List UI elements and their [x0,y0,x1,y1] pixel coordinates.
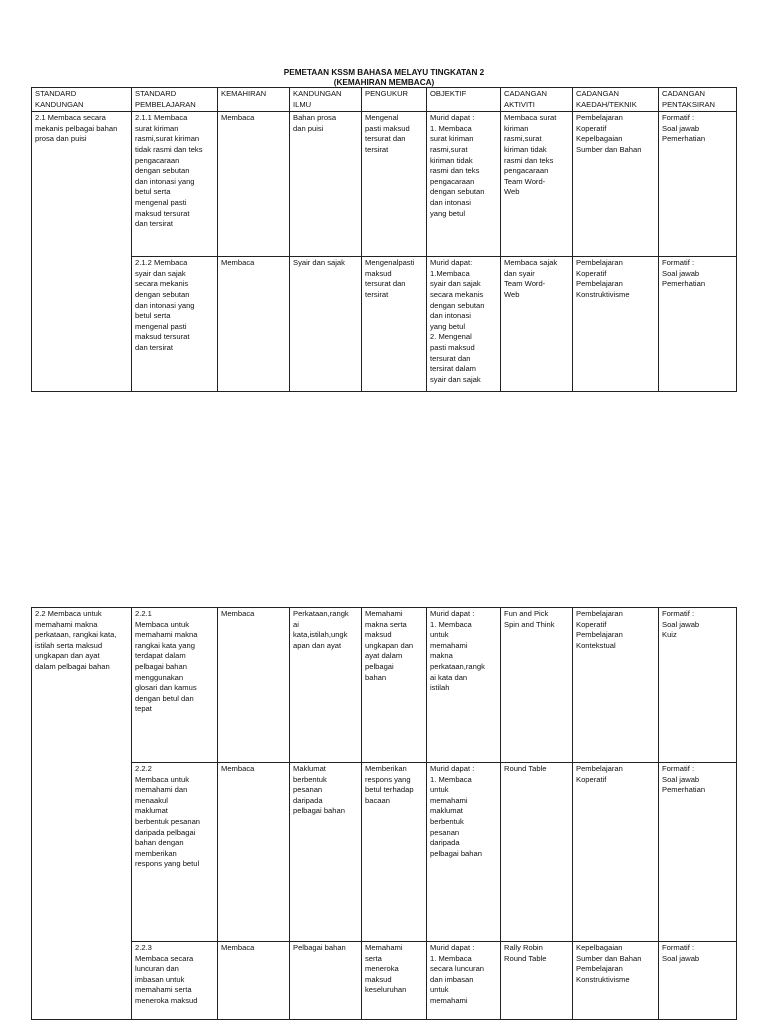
mapping-table-2 [31,607,737,1020]
cadangan-aktiviti-cell: Rally Robin Round Table [501,942,573,1020]
document-title-line2: (KEMAHIRAN MEMBACA) [333,78,435,87]
standard-pembelajaran-cell: 2.2.1 Membaca untuk memahami makna rangkai kata yang terdapat dalam pelbagai bahan menggunakan glosari dan kamus dengan betul dan tepat [132,608,218,763]
cadangan-aktiviti-cell: Membaca sajak dan syair Team Word- Web [501,257,573,392]
header-cadangan-pentaksiran: CADANGAN PENTAKSIRAN [659,88,737,112]
objektif-cell: Murid dapat : 1. Membaca surat kiriman rasmi,surat kiriman tidak rasmi dan teks pengacaraan dengan sebutan dan intonasi yang betul [427,112,501,257]
table-header-row [32,88,737,112]
table-row [32,257,737,392]
kandungan-ilmu-cell: Pelbagai bahan [290,942,362,1020]
kandungan-ilmu-cell: Perkataan,rangk ai kata,istilah,ungk apan dan ayat [290,608,362,763]
kemahiran-cell: Membaca [218,257,290,392]
cadangan-pentaksiran-cell: Formatif : Soal jawab Pemerhatian [659,763,737,942]
kemahiran-cell: Membaca [218,942,290,1020]
header-standard-pembelajaran: STANDARD PEMBELAJARAN [132,88,218,112]
kemahiran-cell: Membaca [218,763,290,942]
table-row [32,608,737,763]
table-row [32,942,737,1020]
header-cadangan-kaedah: CADANGAN KAEDAH/TEKNIK [573,88,659,112]
pengukur-cell: Mengenalpasti maksud tersurat dan tersirat [362,257,427,392]
cadangan-aktiviti-cell: Membaca surat kiriman rasmi,surat kiriman tidak rasmi dan teks pengacaraan Team Word- Web [501,112,573,257]
table-row [32,763,737,942]
kandungan-ilmu-cell: Syair dan sajak [290,257,362,392]
cadangan-kaedah-cell: Kepelbagaian Sumber dan Bahan Pembelajaran Konstruktivisme [573,942,659,1020]
kemahiran-cell: Membaca [218,608,290,763]
cadangan-aktiviti-cell: Fun and Pick Spin and Think [501,608,573,763]
objektif-cell: Murid dapat : 1. Membaca untuk memahami maklumat berbentuk pesanan daripada pelbagai bahan [427,763,501,942]
header-pengukur: PENGUKUR [362,88,427,112]
objektif-cell: Murid dapat: 1.Membaca syair dan sajak secara mekanis dengan sebutan dan intonasi yang betul 2. Mengenal pasti maksud tersurat dan tersirat dalam syair dan sajak [427,257,501,392]
mapping-table-1 [31,87,737,392]
objektif-cell: Murid dapat : 1. Membaca secara luncuran dan imbasan untuk memahami [427,942,501,1020]
pengukur-cell: Mengenal pasti maksud tersurat dan tersirat [362,112,427,257]
kemahiran-cell: Membaca [218,112,290,257]
cadangan-pentaksiran-cell: Formatif : Soal jawab Pemerhatian [659,257,737,392]
standard-pembelajaran-cell: 2.1.2 Membaca syair dan sajak secara mekanis dengan sebutan dan intonasi yang betul serta mengenal pasti maksud tersurat dan tersirat [132,257,218,392]
table-row [32,112,737,257]
pengukur-cell: Memahami serta meneroka maksud keseluruhan [362,942,427,1020]
cadangan-pentaksiran-cell: Formatif : Soal jawab [659,942,737,1020]
cadangan-kaedah-cell: Pembelajaran Koperatif Pembelajaran Kontekstual [573,608,659,763]
pengukur-cell: Memberikan respons yang betul terhadap bacaan [362,763,427,942]
header-objektif: OBJEKTIF [427,88,501,112]
standard-kandungan-cell: 2.1 Membaca secara mekanis pelbagai bahan prosa dan puisi [32,112,132,392]
cadangan-pentaksiran-cell: Formatif : Soal jawab Kuiz [659,608,737,763]
standard-pembelajaran-cell: 2.2.3 Membaca secara luncuran dan imbasan untuk memahami serta meneroka maksud [132,942,218,1020]
cadangan-aktiviti-cell: Round Table [501,763,573,942]
header-standard-kandungan: STANDARD KANDUNGAN [32,88,132,112]
kandungan-ilmu-cell: Bahan prosa dan puisi [290,112,362,257]
cadangan-kaedah-cell: Pembelajaran Koperatif Kepelbagaian Sumber dan Bahan [573,112,659,257]
header-kemahiran: KEMAHIRAN [218,88,290,112]
header-cadangan-aktiviti: CADANGAN AKTIVITI [501,88,573,112]
standard-pembelajaran-cell: 2.1.1 Membaca surat kiriman rasmi,surat kiriman tidak rasmi dan teks pengacaraan dengan sebutan dan intonasi yang betul serta mengenal pasti maksud tersurat dan tersirat [132,112,218,257]
standard-kandungan-cell: 2.2 Membaca untuk memahami makna perkataan, rangkai kata, istilah serta maksud ungkapan dan ayat dalam pelbagai bahan [32,608,132,1020]
cadangan-pentaksiran-cell: Formatif : Soal jawab Pemerhatian [659,112,737,257]
pengukur-cell: Memahami makna serta maksud ungkapan dan ayat dalam pelbagai bahan [362,608,427,763]
kandungan-ilmu-cell: Maklumat berbentuk pesanan daripada pelbagai bahan [290,763,362,942]
standard-pembelajaran-cell: 2.2.2 Membaca untuk memahami dan menaakul maklumat berbentuk pesanan daripada pelbagai bahan dengan memberikan respons yang betul [132,763,218,942]
cadangan-kaedah-cell: Pembelajaran Koperatif Pembelajaran Konstruktivisme [573,257,659,392]
objektif-cell: Murid dapat : 1. Membaca untuk memahami makna perkataan,rangk ai kata dan istilah [427,608,501,763]
cadangan-kaedah-cell: Pembelajaran Koperatif [573,763,659,942]
document-title-line1: PEMETAAN KSSM BAHASA MELAYU TINGKATAN 2 [283,68,485,77]
header-kandungan-ilmu: KANDUNGAN ILMU [290,88,362,112]
